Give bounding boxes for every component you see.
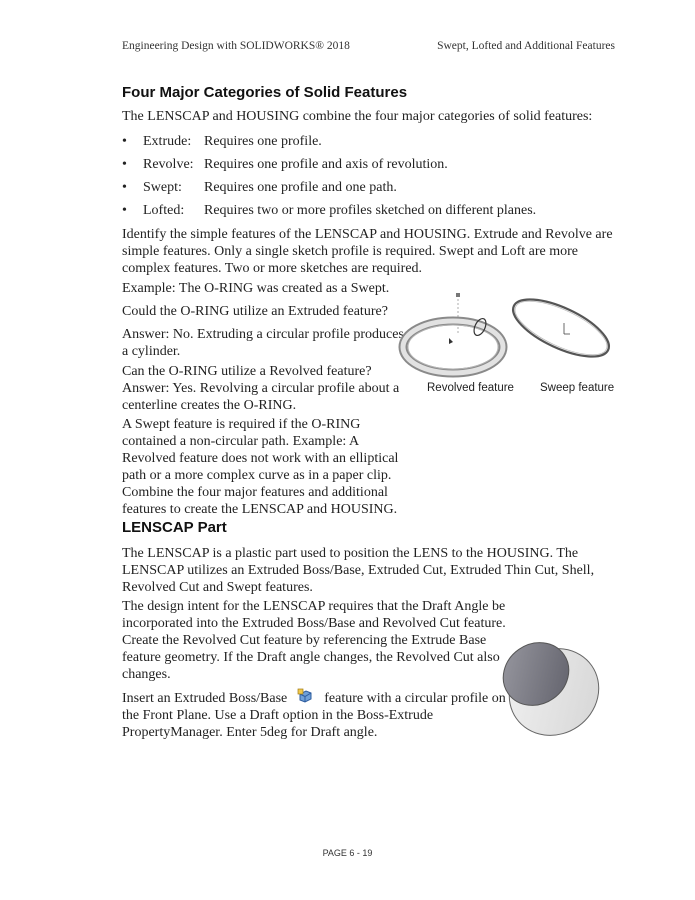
bullet-dot: • — [122, 134, 127, 149]
text-line: LENSCAP utilizes an Extruded Boss/Base, Extruded Cut, Extruded Thin Cut, Shell, — [122, 563, 595, 578]
bullet-desc: Requires two or more profiles sketched on different planes. — [204, 203, 537, 218]
bullet-term: Lofted: — [143, 203, 185, 218]
text-line: Revolved feature does not work with an elliptical — [122, 451, 399, 466]
text-line: Create the Revolved Cut feature by referencing the Extrude Base — [122, 633, 487, 648]
section-heading-lenscap: LENSCAP Part — [122, 519, 227, 536]
caption-sweep-feature: Sweep feature — [540, 382, 615, 394]
text-line: Revolved Cut and Swept features. — [122, 580, 313, 595]
text-line: Identify the simple features of the LENSCAP and HOUSING. Extrude and Revolve are — [122, 227, 613, 242]
sweep-ring-figure — [505, 290, 616, 368]
running-header-right: Swept, Lofted and Additional Features — [437, 40, 615, 52]
o-ring-figures — [395, 290, 620, 380]
text-line: PropertyManager. Enter 5deg for Draft angle. — [122, 725, 378, 740]
text-line: the Front Plane. Use a Draft option in the Boss-Extrude — [122, 708, 434, 723]
bullet-term: Swept: — [143, 180, 182, 195]
text-line: Can the O-RING utilize a Revolved feature? — [122, 364, 372, 379]
text-line: A Swept feature is required if the O-RING — [122, 417, 361, 432]
text-line: simple features. Only a single sketch profile is required. Swept and Loft are more — [122, 244, 579, 259]
bullet-term: Extrude: — [143, 134, 192, 149]
text-line — [122, 688, 506, 707]
text-line: feature geometry. If the Draft angle changes, the Revolved Cut also — [122, 650, 500, 665]
bullet-dot: • — [122, 180, 127, 195]
text-line: features to create the LENSCAP and HOUSING. — [122, 502, 398, 517]
extruded-boss-base-icon — [297, 688, 313, 704]
text-line: Answer: Yes. Revolving a circular profile about a — [122, 381, 400, 396]
lenscap-figure — [492, 630, 604, 742]
text-line: changes. — [122, 667, 171, 682]
running-header-left: Engineering Design with SOLIDWORKS® 2018 — [122, 40, 350, 52]
text-fragment: feature with a circular profile on — [324, 691, 506, 706]
text-line: incorporated into the Extruded Boss/Base and Revolved Cut feature. — [122, 616, 506, 631]
simple-features-paragraph — [122, 226, 613, 277]
caption-revolved-feature: Revolved feature — [427, 382, 514, 394]
text-line: Combine the four major features and additional — [122, 485, 388, 500]
insert-extrude-paragraph — [122, 688, 506, 741]
text-fragment: Insert an Extruded Boss/Base — [122, 691, 288, 706]
example-line: Example: The O-RING was created as a Swept. — [122, 281, 390, 296]
question-extrude: Could the O-RING utilize an Extruded feature? — [122, 304, 388, 319]
text-line: path or a more complex curve as in a paper clip. — [122, 468, 392, 483]
bullet-term: Revolve: — [143, 157, 194, 172]
text-line: The design intent for the LENSCAP requires that the Draft Angle be — [122, 599, 506, 614]
answer-extrude — [122, 326, 404, 360]
swept-requirement-paragraph — [122, 416, 398, 518]
text-line: a cylinder. — [122, 344, 181, 359]
section-heading-categories: Four Major Categories of Solid Features — [122, 84, 408, 101]
revolved-ring-figure — [403, 293, 503, 373]
text-line: centerline creates the O-RING. — [122, 398, 297, 413]
page-number: PAGE 6 - 19 — [322, 848, 373, 858]
text-line: complex features. Two or more sketches are required. — [122, 261, 423, 276]
intro-paragraph: The LENSCAP and HOUSING combine the four major categories of solid features: — [122, 109, 593, 124]
text-line: Answer: No. Extruding a circular profile produces — [122, 327, 404, 342]
bullet-dot: • — [122, 157, 127, 172]
design-intent-paragraph — [122, 598, 506, 683]
lenscap-intro-paragraph — [122, 545, 594, 596]
qa-revolve — [122, 363, 399, 414]
bullet-desc: Requires one profile. — [204, 134, 322, 149]
text-line: The LENSCAP is a plastic part used to position the LENS to the HOUSING. The — [122, 546, 579, 561]
bullet-dot: • — [122, 203, 127, 218]
bullet-desc: Requires one profile and axis of revolution. — [204, 157, 448, 172]
text-line: contained a non-circular path. Example: A — [122, 434, 360, 449]
bullet-desc: Requires one profile and one path. — [204, 180, 397, 195]
